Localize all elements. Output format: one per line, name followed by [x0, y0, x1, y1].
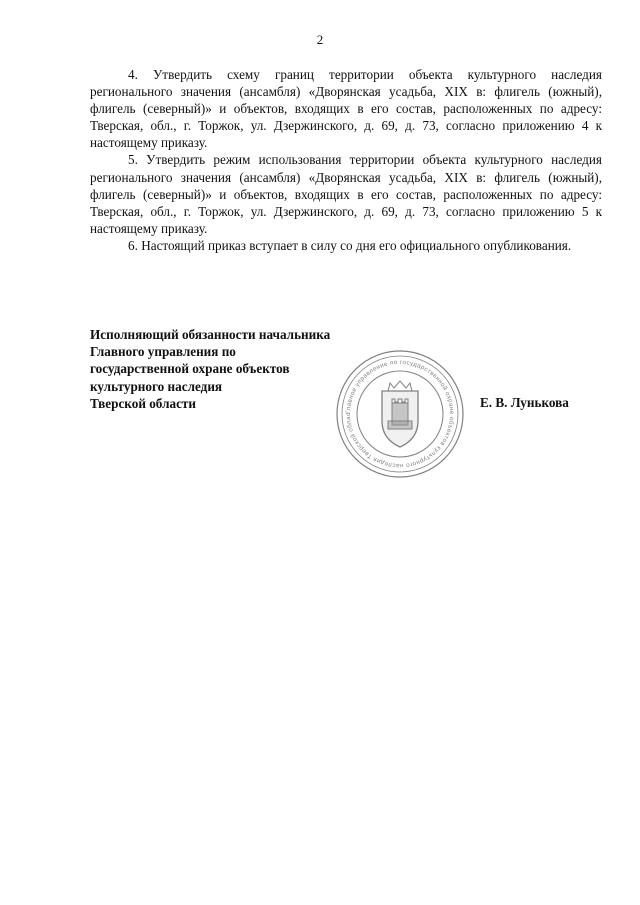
page-number: 2: [316, 32, 324, 47]
seal-graphic: [330, 347, 470, 482]
paragraph-item-6: 6. Настоящий приказ вступает в силу со дня его официального опубликования.: [128, 237, 572, 253]
signatory-title-line: Исполняющий обязанности начальника: [90, 327, 331, 342]
official-seal-stamp: [330, 347, 470, 482]
signatory-title-line: Главного управления по: [90, 344, 236, 360]
paragraph-item-5: 5. Утвердить режим использования территории объекта культурного наследия регионального значения (ансамбля) «Дворянская усадьба, XIX в: флигель (южный), флигель (северный)» и объектов, входящих в его состав, расположенных по адресу: Тверская, обл., г. Торжок, ул. Дзержинского, д. 69, д. 73, согласно приложению 5 к настоящему приказу.: [90, 152, 602, 236]
body-text: [90, 66, 602, 254]
signatory-title-line: государственной охране объектов: [90, 361, 290, 377]
paragraph-item-4: 4. Утвердить схему границ территории объекта культурного наследия регионального значения (ансамбля) «Дворянская усадьба, XIX в: флигель (южный), флигель (северный)» и объектов, входящих в его состав, расположенных по адресу: Тверская, обл., г. Торжок, ул. Дзержинского, д. 69, д. 73, согласно приложению 4 к настоящему приказу.: [90, 67, 602, 151]
seal-ring-text: Главное управление по государственной охране объектов культурного наследия Тверской облас: [344, 358, 456, 470]
signatory-title-line: Тверской области: [90, 395, 196, 411]
signatory-title-line: культурного наследия: [90, 378, 223, 394]
signatory-title: [90, 326, 330, 412]
signatory-name: Е. В. Лунькова: [480, 395, 569, 410]
